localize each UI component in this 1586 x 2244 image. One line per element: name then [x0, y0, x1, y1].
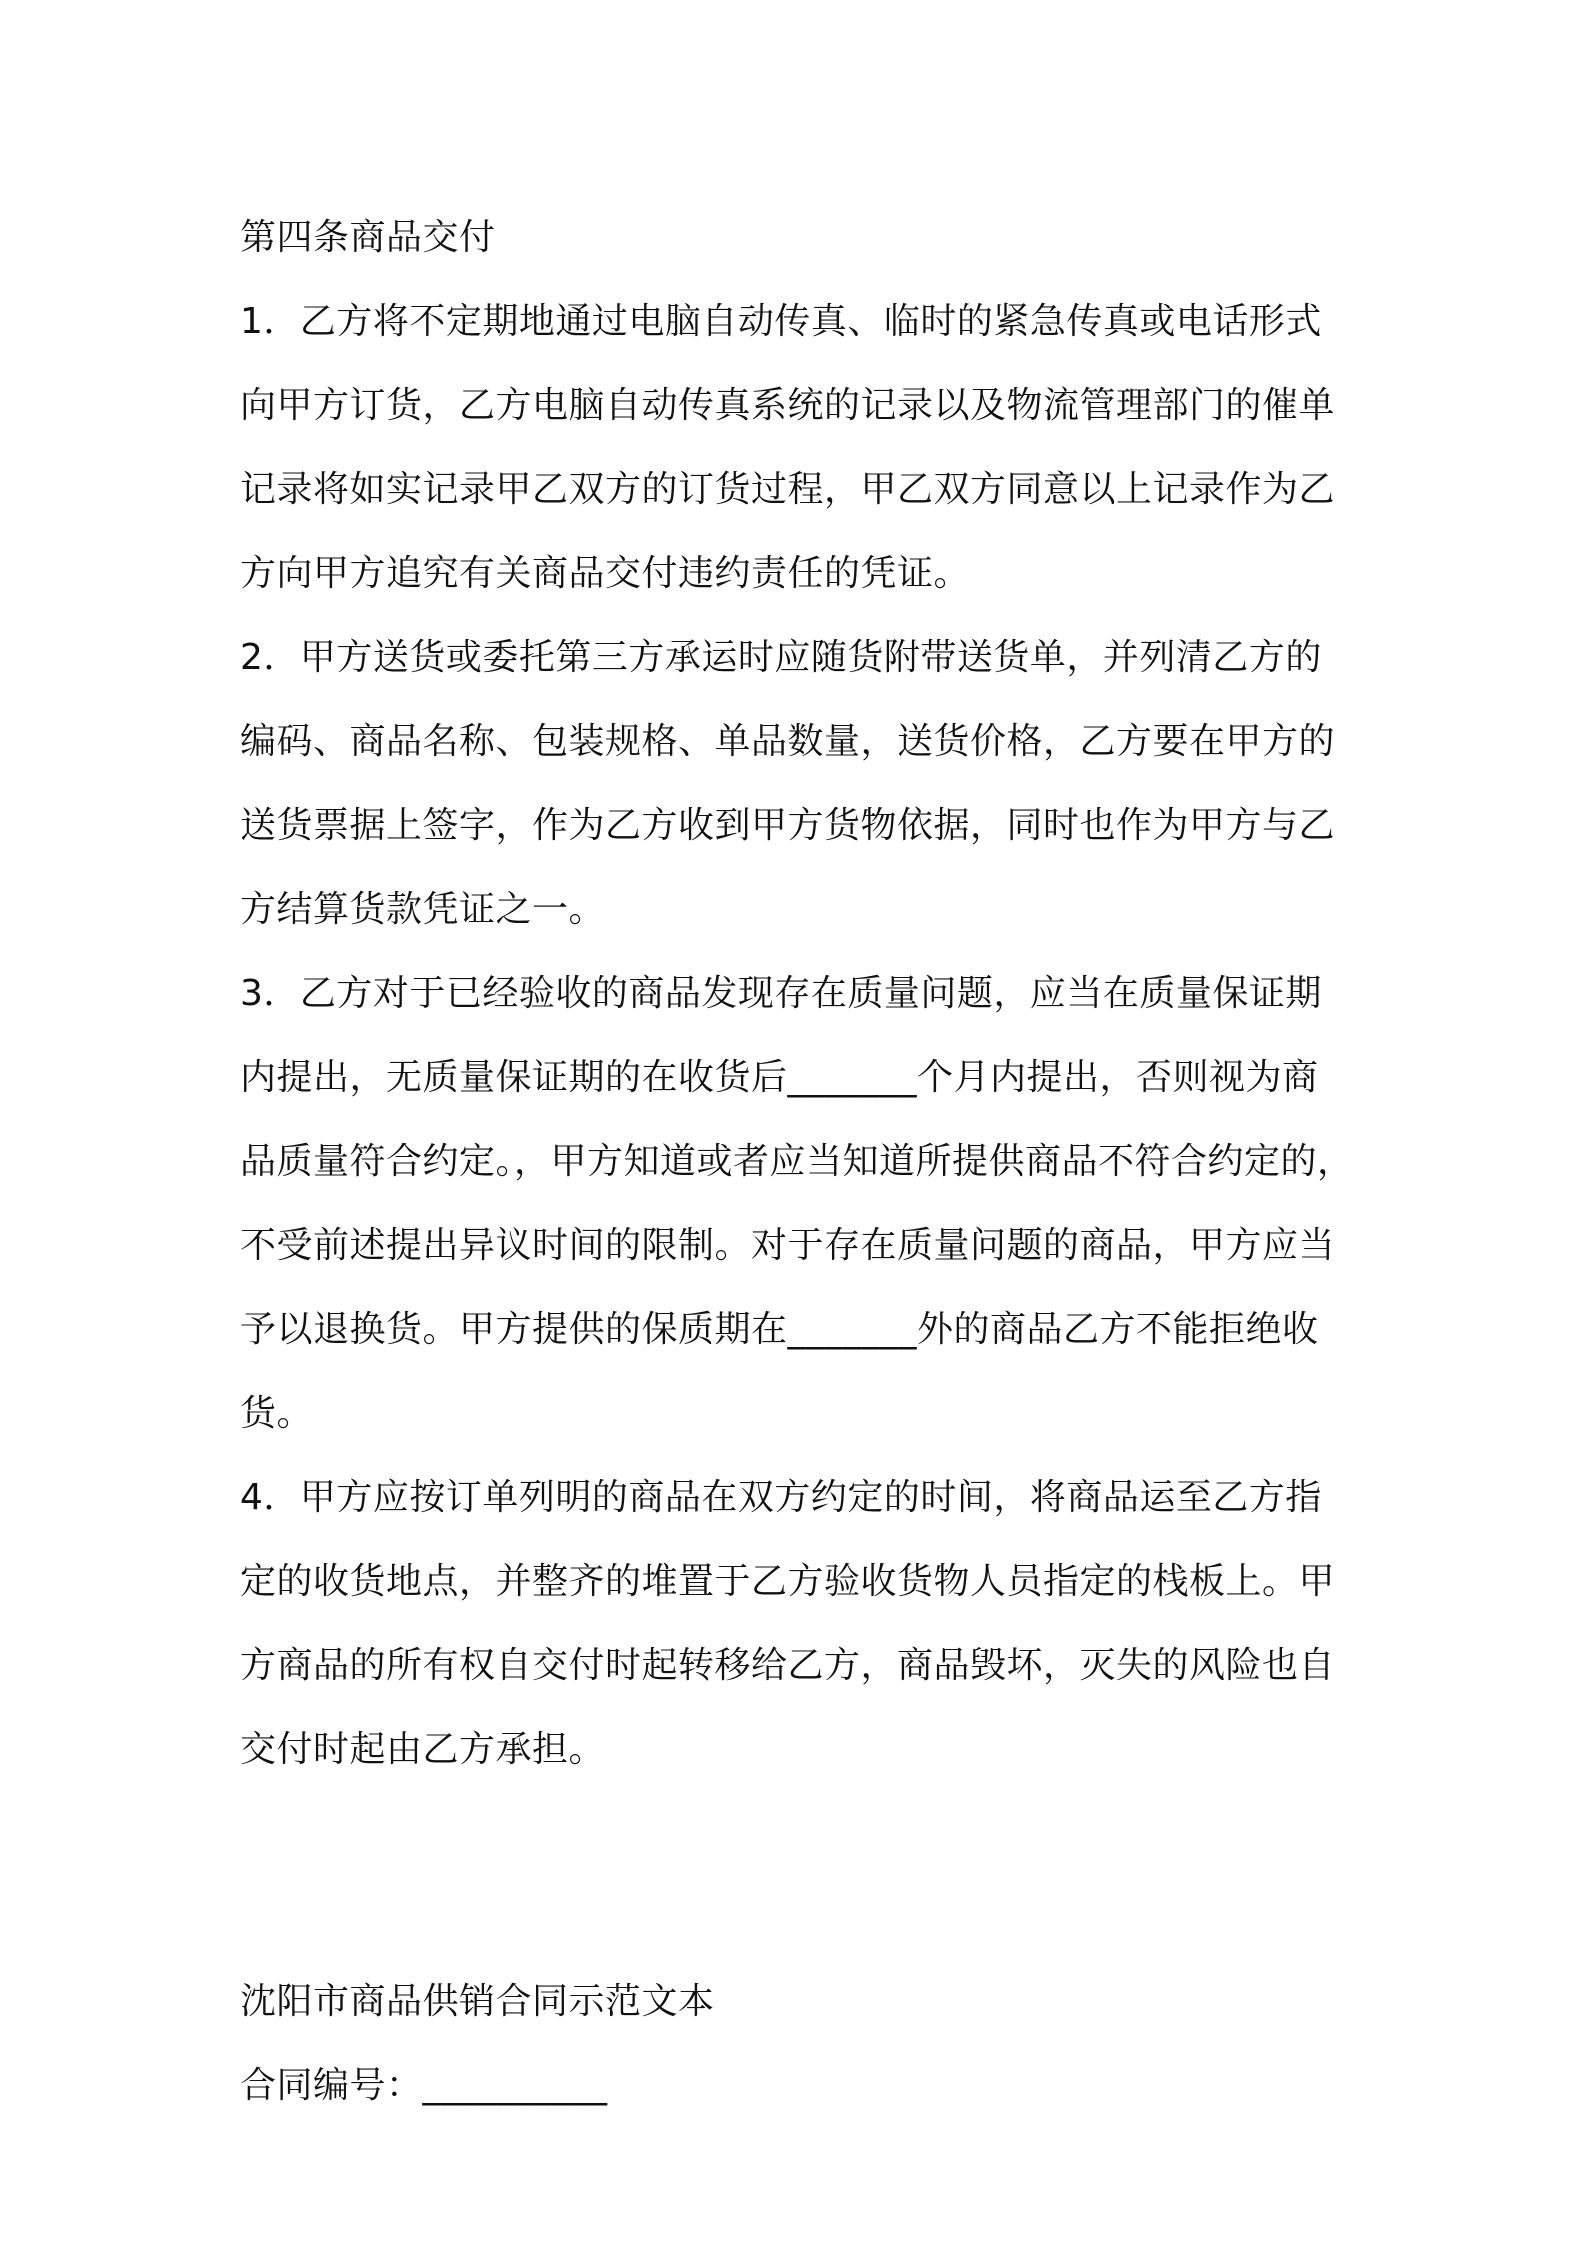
paragraph-1	[240, 280, 1360, 616]
paragraph-line: 记录将如实记录甲乙双方的订货过程，甲乙双方同意以上记录作为乙	[240, 469, 1336, 510]
contract-number-field: 合同编号：__________	[240, 2065, 608, 2106]
paragraph-line: 2．甲方送货或委托第三方承运时应随货附带送货单，并列清乙方的	[240, 637, 1322, 678]
paragraph-2	[240, 616, 1360, 952]
paragraph-line: 向甲方订货，乙方电脑自动传真系统的记录以及物流管理部门的催单	[240, 385, 1336, 426]
paragraph-line: 编码、商品名称、包装规格、单品数量，送货价格，乙方要在甲方的	[240, 721, 1336, 762]
paragraph-line: 内提出，无质量保证期的在收货后_______个月内提出，否则视为商	[240, 1057, 1319, 1098]
article-heading: 第四条商品交付	[240, 217, 496, 258]
paragraph-line: 3．乙方对于已经验收的商品发现存在质量问题，应当在质量保证期	[240, 973, 1322, 1014]
paragraph-3	[240, 952, 1360, 1456]
paragraph-line: 货。	[240, 1393, 314, 1434]
paragraph-line: 方向甲方追究有关商品交付违约责任的凭证。	[240, 553, 971, 594]
paragraph-line: 送货票据上签字，作为乙方收到甲方货物依据，同时也作为甲方与乙	[240, 805, 1336, 846]
paragraph-line: 方结算货款凭证之一。	[240, 889, 606, 930]
paragraph-4	[240, 1456, 1360, 1792]
paragraph-line: 品质量符合约定。，甲方知道或者应当知道所提供商品不符合约定的，	[240, 1141, 1354, 1182]
paragraph-line: 定的收货地点，并整齐的堆置于乙方验收货物人员指定的栈板上。甲	[240, 1561, 1336, 1602]
paragraph-line: 4．甲方应按订单列明的商品在双方约定的时间，将商品运至乙方指	[240, 1477, 1322, 1518]
section-spacer	[240, 1792, 1360, 1960]
paragraph-line: 1．乙方将不定期地通过电脑自动传真、临时的紧急传真或电话形式	[240, 301, 1322, 342]
document-body	[240, 196, 1360, 2128]
paragraph-line: 交付时起由乙方承担。	[240, 1729, 606, 1770]
next-document-title: 沈阳市商品供销合同示范文本	[240, 1981, 715, 2022]
paragraph-line: 予以退换货。甲方提供的保质期在_______外的商品乙方不能拒绝收	[240, 1309, 1319, 1350]
paragraph-line: 方商品的所有权自交付时起转移给乙方，商品毁坏，灭失的风险也自	[240, 1645, 1336, 1686]
paragraph-line: 不受前述提出异议时间的限制。对于存在质量问题的商品，甲方应当	[240, 1225, 1336, 1266]
